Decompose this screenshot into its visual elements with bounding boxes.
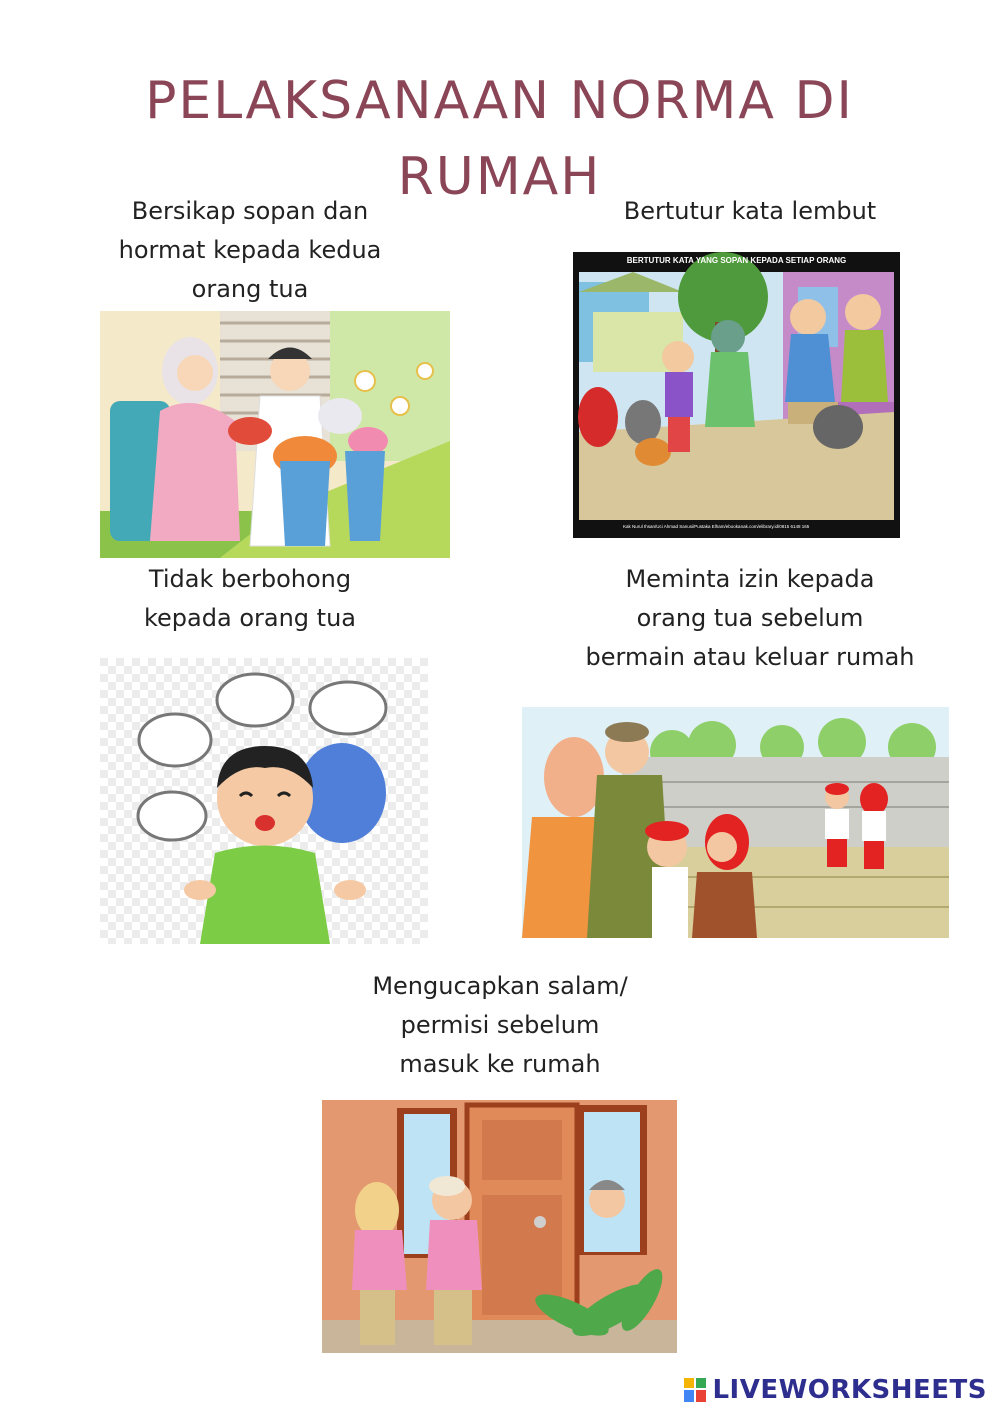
caption-line: masuk ke rumah (399, 1050, 601, 1078)
caption-line: Bersikap sopan dan (131, 197, 369, 225)
illustration-asking-permission (522, 707, 949, 938)
caption-no-lying (100, 560, 400, 638)
illustration-children-greeting-parents (100, 311, 450, 558)
illustration-gentle-speech (573, 252, 900, 538)
caption-greet-before-entering (330, 967, 670, 1084)
page-title-line-1: PELAKSANAAN NORMA DI (145, 70, 854, 131)
caption-ask-permission (560, 560, 940, 677)
illustration-greeting-at-door (322, 1100, 677, 1353)
caption-line: Meminta izin kepada (625, 565, 875, 593)
caption-line: orang tua sebelum (636, 604, 864, 632)
caption-line: Tidak berbohong (148, 565, 352, 593)
image-header-text: BERTUTUR KATA YANG SOPAN KEPADA SETIAP ORANG (626, 256, 847, 265)
caption-line: kepada orang tua (144, 604, 356, 632)
caption-line: Bertutur kata lembut (623, 197, 877, 225)
page-title-line-2: RUMAH (397, 146, 602, 207)
image-footer-text: Kak Nurul Ihsan/Uci Ahmad Sanusi/Pustaka Elham/ebookanak.com/elibrary.id/0815 6148 165 (623, 524, 810, 529)
caption-line: hormat kepada kedua (118, 236, 382, 264)
caption-line: orang tua (191, 275, 309, 303)
liveworksheets-brand[interactable] (684, 1373, 987, 1407)
caption-line: bermain atau keluar rumah (585, 643, 915, 671)
illustration-boy-lying (100, 658, 428, 944)
caption-gentle-words (574, 192, 926, 231)
caption-respect-parents (100, 192, 400, 309)
caption-line: Mengucapkan salam/ (372, 972, 628, 1000)
liveworksheets-logo-icon (684, 1378, 706, 1402)
caption-line: permisi sebelum (400, 1011, 600, 1039)
liveworksheets-brand-text: LIVEWORKSHEETS (712, 1375, 987, 1405)
